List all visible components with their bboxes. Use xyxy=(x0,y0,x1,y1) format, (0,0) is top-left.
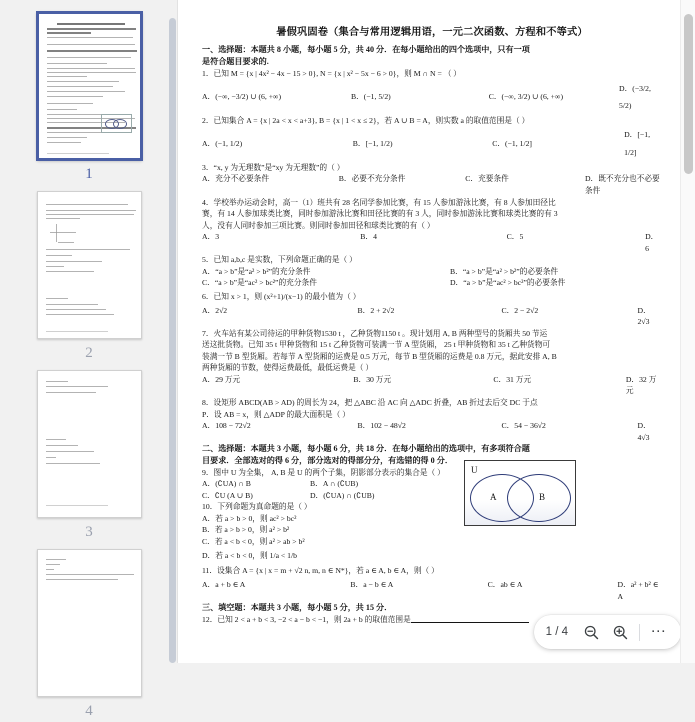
question-11-options xyxy=(202,579,662,602)
question-5-stem: 5．已知 a,b,c 是实数，下列命题正确的是（ ） xyxy=(202,255,357,265)
thumbnail-label-4: 4 xyxy=(85,703,93,719)
q11-option-d[interactable]: D．a² + b² ∈ A xyxy=(617,580,659,601)
q1-option-b[interactable]: B．(−1, 5/2) xyxy=(350,92,391,102)
q9-option-a[interactable]: A．(∁UA) ∩ B xyxy=(202,479,251,489)
question-7-stem-line1: 7．火车站有某公司待运的甲种货物1530 t ，乙种货物1150 t 。现计划用 A, B 两种型号的货厢共 50 节运 xyxy=(202,328,548,338)
q7-option-d[interactable]: D．32 万元 xyxy=(625,374,657,396)
venn-label-b: B xyxy=(539,492,546,502)
q4-option-b[interactable]: B．4 xyxy=(360,232,377,242)
q10-option-b[interactable]: B．若 a > b > 0，则 a² > b² xyxy=(202,525,290,535)
q5-option-c[interactable]: C．“a > b”是“ac² > bc²”的充分条件 xyxy=(202,278,317,288)
q9-option-b[interactable]: B．A ∩ (∁UB) xyxy=(310,479,359,489)
q3-option-a[interactable]: A．充分不必要条件 xyxy=(202,174,270,184)
q2-option-a[interactable]: A．(−1, 1/2) xyxy=(202,139,243,149)
question-7-options xyxy=(202,374,662,397)
question-7-stem-line3: 装满一节 B 型货厢。若每节 A 型货厢的运费是 0.5 万元，每节 B 型货厢的运费是 0.8 万元，据此安排 A, B xyxy=(202,351,557,361)
q8-option-b[interactable]: B．102 − 48√2 xyxy=(357,421,406,431)
section-3-heading: 三、填空题：本题共 3 小题，每小题 5 分，共 15 分． xyxy=(202,603,393,613)
question-6-stem: 6．已知 x > 1，则 (x²+1)/(x−1) 的最小值为（ ） xyxy=(202,291,361,301)
question-10-stem: 10．下列命题为真命题的是（ ） xyxy=(202,502,312,512)
q7-option-a[interactable]: A．29 万元 xyxy=(202,374,241,384)
q10-option-c[interactable]: C．若 a < b < 0，则 a² > ab > b² xyxy=(202,536,305,546)
thumbnail-sidebar[interactable] xyxy=(0,0,178,719)
question-11-stem: 11．设集合 A = {x | x = m + √2 n, m, n ∈ N*}，若 a ∈ A, b ∈ A，则（ ） xyxy=(202,566,439,576)
question-4-options xyxy=(202,231,662,254)
venn-label-a: A xyxy=(490,492,497,502)
q5-option-d[interactable]: D．“a > b”是“ac² > bc²”的必要条件 xyxy=(450,278,566,288)
q3-option-d[interactable]: D．既不充分也不必要条件 xyxy=(584,174,660,195)
page-indicator: 1 / 4 xyxy=(545,626,568,638)
question-4-stem-line3: 人，没有人同时参加三项比赛。则同时参加田径和球类比赛的有（ ） xyxy=(202,220,435,230)
thumbnail-page-2[interactable] xyxy=(37,191,142,339)
q8-option-c[interactable]: C．54 − 36√2 xyxy=(501,421,546,431)
q1-option-c[interactable]: C．(−∞, 3/2) ∪ (6, +∞) xyxy=(488,92,564,102)
zoom-in-button[interactable] xyxy=(607,619,633,645)
question-4-stem-line1: 4．学校举办运动会时，高一（1）班共有 28 名同学参加比赛，有 15 人参加游泳比赛，有 8 人参加田径比 xyxy=(202,197,556,207)
thumbnail-item-4[interactable] xyxy=(0,549,178,722)
thumbnail-page-1[interactable] xyxy=(37,12,142,160)
thumbnail-label-2: 2 xyxy=(85,345,93,361)
q4-option-a[interactable]: A．3 xyxy=(202,232,220,242)
document-page xyxy=(178,0,684,663)
venn-diagram xyxy=(464,460,576,526)
sidebar-scrollbar[interactable] xyxy=(169,0,176,663)
q11-option-a[interactable]: A．a + b ∈ A xyxy=(202,580,246,590)
q5-option-b[interactable]: B．“a > b”是“a² > b²”的必要条件 xyxy=(450,266,559,276)
toolbar-separator xyxy=(639,624,640,641)
question-12-text: 12．已知 2 < a + b < 3, −2 < a − b < −1，则 2a + b 的取值范围是 xyxy=(202,614,411,624)
q10-option-a[interactable]: A．若 a > b > 0，则 ac² > bc² xyxy=(202,513,297,523)
q3-option-c[interactable]: C．充要条件 xyxy=(465,174,509,184)
thumbnail-label-1: 1 xyxy=(85,166,93,182)
question-5-options-row2 xyxy=(202,277,662,289)
question-3-stem: 3．“x, y 为无理数”是“xy 为无理数”的（ ） xyxy=(202,162,345,172)
q9-option-c[interactable]: C．∁U (A ∪ B) xyxy=(202,490,253,500)
question-7-stem-line2: 送这批货物。已知 35 t 甲种货物和 15 t 乙种货物可装满一节 A 型货厢， 25 t 甲种货物和 35 t 乙种货物可 xyxy=(202,340,551,350)
document-viewer[interactable] xyxy=(178,0,695,663)
question-5-options-row1 xyxy=(202,266,662,278)
section-2-heading-line2: 目要求．全部选对的得 6 分，部分选对的得部分分，有选错的得 0 分． xyxy=(202,455,453,465)
thumbnail-item-1[interactable] xyxy=(0,12,178,185)
q6-option-b[interactable]: B．2 + 2√2 xyxy=(357,305,395,315)
zoom-out-icon xyxy=(583,624,600,641)
question-8-stem-line1: 8．设矩形 ABCD(AB > AD) 的周长为 24，把 △ABC 沿 AC 向 △ADC 折叠，AB 折过去后交 DC 于点 xyxy=(202,398,538,408)
question-6-options xyxy=(202,305,662,328)
q8-option-d[interactable]: D．4√3 xyxy=(637,421,651,442)
question-4-stem-line2: 赛，有 14 人参加球类比赛，同时参加游泳比赛和田径比赛的有 3 人，同时参加游泳比赛和球类比赛的有 3 xyxy=(202,209,558,219)
document-title: 暑假巩固卷（集合与常用逻辑用语，一元二次函数、方程和不等式） xyxy=(276,27,588,38)
q1-option-a[interactable]: A．(−∞, −3/2) ∪ (6, +∞) xyxy=(202,92,282,102)
more-options-icon: … xyxy=(650,619,668,636)
question-9-options-row2 xyxy=(202,490,662,502)
q4-option-c[interactable]: C．5 xyxy=(506,232,524,242)
q9-option-d[interactable]: D．(∁UA) ∩ (∁UB) xyxy=(310,490,375,500)
section-2-heading-line1: 二、选择题：本题共 3 小题，每小题 6 分，共 18 分．在每小题给出的选项中，有多项符合题 xyxy=(202,444,530,454)
question-2-stem: 2．已知集合 A = {x | 2a < x < a+3}, B = {x | 1 < x ≤ 2}，若 A ∪ B = A，则实数 a 的取值范围是（ ） xyxy=(202,115,530,125)
q1-option-d[interactable]: D．(−3/2, 5/2) xyxy=(619,83,651,111)
question-7-stem-line4: 两种货厢的节数，使得运费最低，最低运费是（ ） xyxy=(202,363,374,373)
question-1-stem: 1．已知 M = {x | 4x² − 4x − 15 > 0}, N = {x | x² − 5x − 6 > 0}，则 M ∩ N = （ ） xyxy=(202,68,461,78)
q2-option-b[interactable]: B．[−1, 1/2) xyxy=(352,139,393,149)
zoom-in-icon xyxy=(612,624,629,641)
more-options-button[interactable] xyxy=(646,619,672,645)
q6-option-d[interactable]: D．2√3 xyxy=(637,305,651,327)
question-9-options-row1 xyxy=(202,478,662,490)
thumbnail-item-3[interactable] xyxy=(0,370,178,543)
thumbnail-page-4[interactable] xyxy=(37,549,142,697)
answer-blank-12[interactable] xyxy=(411,615,529,623)
q5-option-a[interactable]: A．“a > b”是“a² > b²”的充分条件 xyxy=(202,266,311,276)
venn-universe-label: U xyxy=(471,465,478,475)
viewer-toolbar[interactable] xyxy=(534,615,681,649)
q7-option-c[interactable]: C．31 万元 xyxy=(493,374,532,384)
section-1-heading-line1: 一、选择题：本题共 8 小题，每小题 5 分，共 40 分．在每小题给出的四个选项中，只有一项 xyxy=(202,45,530,55)
thumbnail-list xyxy=(0,0,178,722)
q4-option-d[interactable]: D．6 xyxy=(645,232,659,253)
q3-option-b[interactable]: B．必要不充分条件 xyxy=(338,174,406,184)
thumbnail-page-3[interactable] xyxy=(37,370,142,518)
section-1-heading-line2: 是符合题目要求的. xyxy=(202,57,269,67)
question-9-stem: 9．图中 U 为全集， A, B 是 U 的两个子集，阴影部分表示的集合是（ ） xyxy=(202,467,445,477)
q11-option-c[interactable]: C．ab ∈ A xyxy=(487,580,523,590)
q10-option-d[interactable]: D．若 a < b < 0，则 1/a < 1/b xyxy=(202,550,297,560)
q6-option-a[interactable]: A．2√2 xyxy=(202,305,228,315)
q6-option-c[interactable]: C．2 − 2√2 xyxy=(501,305,539,315)
viewer-scrollbar[interactable] xyxy=(680,0,695,663)
sidebar-scrollbar-thumb[interactable] xyxy=(169,18,176,663)
q2-option-d[interactable]: D．[−1, 1/2] xyxy=(624,130,651,158)
viewer-scrollbar-thumb[interactable] xyxy=(684,14,693,174)
question-8-options xyxy=(202,420,662,443)
question-2-options xyxy=(202,126,662,161)
page-content xyxy=(178,0,684,625)
question-3-options xyxy=(202,173,662,196)
thumbnail-label-3: 3 xyxy=(85,524,93,540)
question-8-stem-line2: P．设 AB = x，则 △ADP 的最大面积是（ ） xyxy=(202,409,350,419)
question-1-options xyxy=(202,80,662,115)
q11-option-b[interactable]: B．a − b ∈ A xyxy=(350,580,394,590)
q2-option-c[interactable]: C．(−1, 1/2] xyxy=(492,139,532,149)
zoom-out-button[interactable] xyxy=(578,619,604,645)
q7-option-b[interactable]: B．30 万元 xyxy=(353,374,392,384)
thumbnail-item-2[interactable] xyxy=(0,191,178,364)
q8-option-a[interactable]: A．108 − 72√2 xyxy=(202,421,251,431)
